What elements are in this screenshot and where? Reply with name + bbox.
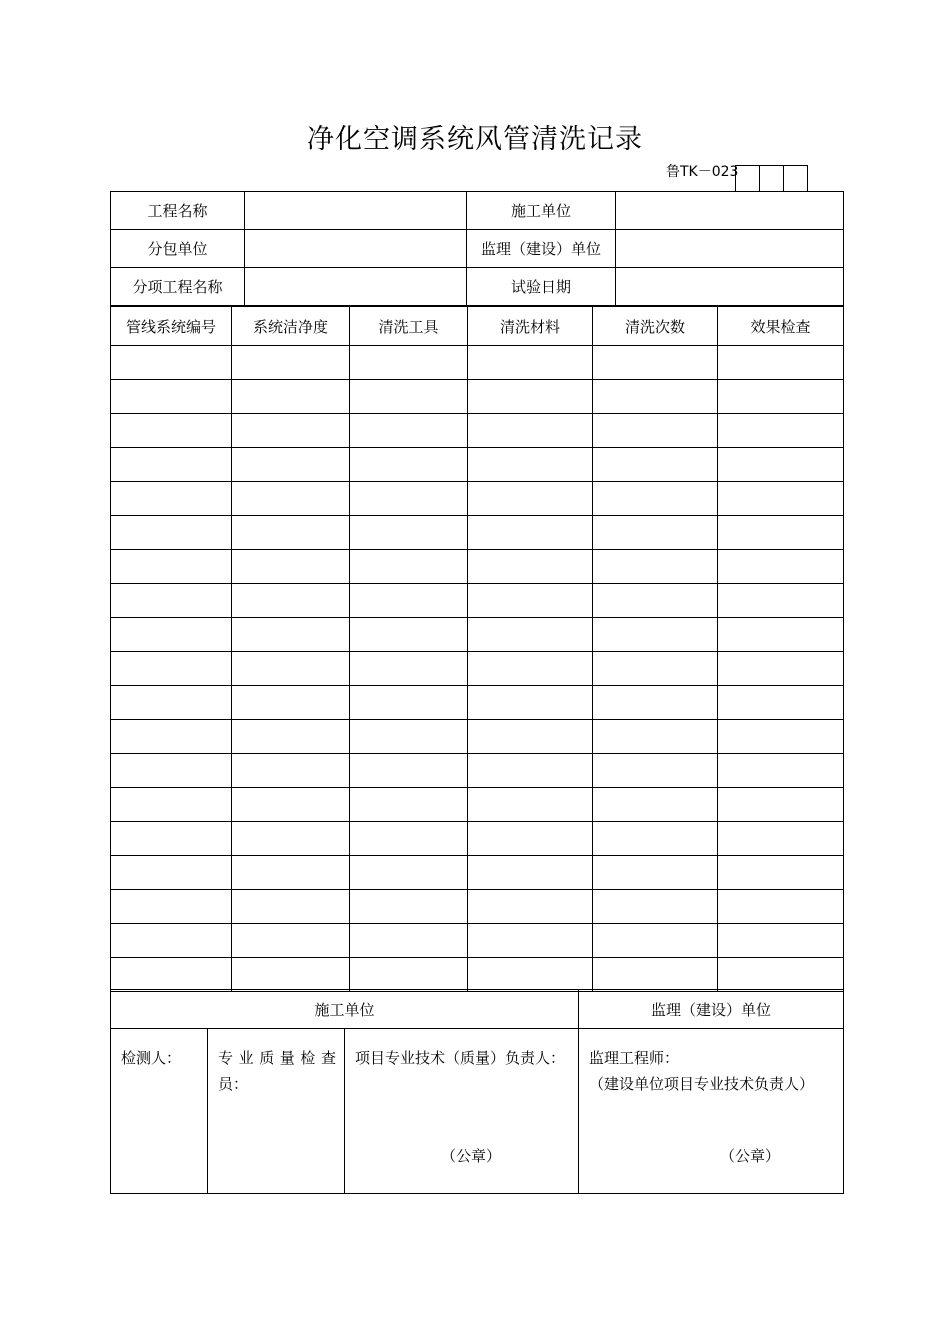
table-cell[interactable] [111, 618, 232, 652]
table-cell[interactable] [593, 550, 718, 584]
supervision-unit-header: 监理（建设）单位 [579, 990, 844, 1029]
table-cell[interactable] [718, 618, 844, 652]
table-cell[interactable] [350, 482, 468, 516]
table-cell[interactable] [718, 788, 844, 822]
table-cell[interactable] [468, 788, 593, 822]
construction-seal: （公章） [441, 1147, 502, 1165]
construction-unit-field[interactable] [616, 192, 844, 230]
table-cell[interactable] [468, 584, 593, 618]
table-cell[interactable] [111, 584, 232, 618]
table-cell[interactable] [593, 618, 718, 652]
table-cell[interactable] [111, 516, 232, 550]
table-cell[interactable] [232, 482, 350, 516]
table-row [111, 448, 844, 482]
table-cell[interactable] [111, 482, 232, 516]
table-cell[interactable] [350, 380, 468, 414]
table-row [111, 958, 844, 992]
table-cell[interactable] [593, 652, 718, 686]
table-cell[interactable] [350, 788, 468, 822]
table-header-row [111, 307, 844, 346]
supervisor-label: 监理工程师： [589, 1049, 680, 1067]
table-cell[interactable] [111, 652, 232, 686]
table-cell[interactable] [111, 958, 232, 992]
construction-unit-header: 施工单位 [111, 990, 579, 1029]
table-cell[interactable] [468, 686, 593, 720]
table-row [111, 754, 844, 788]
subcontractor-label: 分包单位 [111, 230, 245, 268]
subcontractor-field[interactable] [245, 230, 467, 268]
table-cell[interactable] [593, 482, 718, 516]
table-cell[interactable] [350, 414, 468, 448]
table-row [111, 924, 844, 958]
table-cell[interactable] [232, 958, 350, 992]
signoff-table [110, 989, 844, 1194]
column-header-system-cleanliness: 系统洁净度 [232, 307, 350, 346]
table-cell[interactable] [468, 618, 593, 652]
code-box[interactable] [736, 166, 760, 191]
page-title: 净化空调系统风管清洗记录 [307, 124, 643, 155]
table-cell[interactable] [232, 516, 350, 550]
table-cell[interactable] [468, 516, 593, 550]
form-code-boxes [735, 165, 808, 192]
table-cell[interactable] [111, 380, 232, 414]
table-cell[interactable] [350, 448, 468, 482]
table-cell[interactable] [350, 584, 468, 618]
inspector-sign-cell[interactable] [111, 1029, 208, 1194]
table-cell[interactable] [718, 686, 844, 720]
table-cell[interactable] [350, 550, 468, 584]
table-cell[interactable] [111, 550, 232, 584]
table-cell[interactable] [593, 686, 718, 720]
table-cell[interactable] [718, 890, 844, 924]
table-cell[interactable] [232, 414, 350, 448]
table-cell[interactable] [111, 924, 232, 958]
table-cell[interactable] [593, 448, 718, 482]
table-cell[interactable] [718, 550, 844, 584]
table-cell[interactable] [111, 822, 232, 856]
table-cell[interactable] [468, 924, 593, 958]
table-cell[interactable] [718, 720, 844, 754]
table-cell[interactable] [468, 720, 593, 754]
table-row [111, 822, 844, 856]
table-cell[interactable] [468, 890, 593, 924]
table-cell[interactable] [593, 720, 718, 754]
project-name-label: 工程名称 [111, 192, 245, 230]
table-cell[interactable] [593, 754, 718, 788]
subproject-name-label: 分项工程名称 [111, 268, 245, 306]
table-cell[interactable] [111, 720, 232, 754]
table-cell[interactable] [350, 516, 468, 550]
cleaning-record-table [110, 306, 844, 992]
table-cell[interactable] [468, 482, 593, 516]
table-row [111, 346, 844, 380]
table-cell[interactable] [718, 652, 844, 686]
table-row [111, 380, 844, 414]
table-cell[interactable] [111, 754, 232, 788]
table-cell[interactable] [232, 924, 350, 958]
table-cell[interactable] [468, 414, 593, 448]
table-cell[interactable] [593, 958, 718, 992]
table-cell[interactable] [468, 346, 593, 380]
table-cell[interactable] [111, 788, 232, 822]
supervisor-sublabel: （建设单位项目专业技术负责人） [589, 1075, 815, 1093]
column-header-cleaning-material: 清洗材料 [468, 307, 593, 346]
tech-lead-label: 项目专业技术（质量）负责人： [355, 1049, 566, 1067]
table-row [111, 720, 844, 754]
tech-lead-sign-cell[interactable] [345, 1029, 579, 1194]
table-cell[interactable] [350, 924, 468, 958]
project-info-table [110, 191, 844, 306]
subproject-name-field[interactable] [245, 268, 467, 306]
table-cell[interactable] [350, 720, 468, 754]
table-row [111, 618, 844, 652]
table-row [111, 652, 844, 686]
code-box[interactable] [760, 166, 784, 191]
table-row [111, 482, 844, 516]
table-row [111, 516, 844, 550]
table-cell[interactable] [593, 856, 718, 890]
table-cell[interactable] [350, 652, 468, 686]
table-cell[interactable] [232, 584, 350, 618]
table-cell[interactable] [593, 380, 718, 414]
table-cell[interactable] [350, 686, 468, 720]
table-row [111, 686, 844, 720]
quality-inspector-sign-cell[interactable] [208, 1029, 345, 1194]
table-cell[interactable] [593, 788, 718, 822]
table-cell[interactable] [111, 346, 232, 380]
code-box[interactable] [784, 166, 808, 191]
supervisor-sign-cell[interactable] [579, 1029, 844, 1194]
table-cell[interactable] [350, 822, 468, 856]
table-cell[interactable] [593, 414, 718, 448]
table-cell[interactable] [232, 618, 350, 652]
table-row [111, 414, 844, 448]
table-cell[interactable] [232, 346, 350, 380]
project-name-field[interactable] [245, 192, 467, 230]
table-cell[interactable] [593, 822, 718, 856]
table-cell[interactable] [468, 380, 593, 414]
table-cell[interactable] [593, 516, 718, 550]
table-cell[interactable] [232, 890, 350, 924]
table-row [111, 890, 844, 924]
table-cell[interactable] [718, 822, 844, 856]
table-cell[interactable] [468, 652, 593, 686]
table-cell[interactable] [350, 890, 468, 924]
table-cell[interactable] [232, 448, 350, 482]
table-cell[interactable] [718, 516, 844, 550]
test-date-label: 试验日期 [467, 268, 616, 306]
column-header-cleaning-tool: 清洗工具 [350, 307, 468, 346]
construction-unit-label: 施工单位 [467, 192, 616, 230]
table-cell[interactable] [718, 346, 844, 380]
table-cell[interactable] [718, 448, 844, 482]
table-row [111, 788, 844, 822]
test-date-field[interactable] [616, 268, 844, 306]
inspector-label: 检测人： [121, 1049, 182, 1067]
supervision-seal: （公章） [720, 1147, 781, 1165]
table-cell[interactable] [468, 958, 593, 992]
table-cell[interactable] [468, 856, 593, 890]
table-cell[interactable] [468, 550, 593, 584]
column-header-pipeline-system-no: 管线系统编号 [111, 307, 232, 346]
quality-inspector-label-cont: 员： [218, 1075, 249, 1093]
table-cell[interactable] [111, 448, 232, 482]
table-row [111, 584, 844, 618]
table-cell[interactable] [718, 958, 844, 992]
form-code: 鲁TK－023 [666, 164, 739, 180]
table-cell[interactable] [718, 482, 844, 516]
table-cell[interactable] [718, 754, 844, 788]
quality-inspector-label: 专业质量检查 [218, 1049, 336, 1067]
table-cell[interactable] [593, 346, 718, 380]
table-cell[interactable] [232, 856, 350, 890]
table-cell[interactable] [593, 890, 718, 924]
table-cell[interactable] [593, 584, 718, 618]
column-header-cleaning-count: 清洗次数 [593, 307, 718, 346]
table-row [111, 550, 844, 584]
table-cell[interactable] [232, 720, 350, 754]
table-cell[interactable] [718, 924, 844, 958]
table-cell[interactable] [468, 754, 593, 788]
table-cell[interactable] [718, 380, 844, 414]
column-header-effect-check: 效果检查 [718, 307, 844, 346]
table-cell[interactable] [111, 414, 232, 448]
table-cell[interactable] [718, 584, 844, 618]
supervision-unit-field[interactable] [616, 230, 844, 268]
table-cell[interactable] [232, 380, 350, 414]
table-cell[interactable] [350, 754, 468, 788]
table-cell[interactable] [593, 924, 718, 958]
table-cell[interactable] [232, 686, 350, 720]
table-cell[interactable] [111, 686, 232, 720]
table-cell[interactable] [718, 414, 844, 448]
table-cell[interactable] [232, 550, 350, 584]
table-cell[interactable] [111, 890, 232, 924]
table-cell[interactable] [718, 856, 844, 890]
table-row [111, 856, 844, 890]
table-cell[interactable] [111, 856, 232, 890]
table-cell[interactable] [232, 788, 350, 822]
table-cell[interactable] [232, 822, 350, 856]
table-cell[interactable] [350, 958, 468, 992]
table-cell[interactable] [350, 346, 468, 380]
table-cell[interactable] [468, 448, 593, 482]
table-cell[interactable] [468, 822, 593, 856]
supervision-unit-label: 监理（建设）单位 [467, 230, 616, 268]
table-cell[interactable] [350, 856, 468, 890]
table-cell[interactable] [232, 754, 350, 788]
table-cell[interactable] [232, 652, 350, 686]
table-cell[interactable] [350, 618, 468, 652]
